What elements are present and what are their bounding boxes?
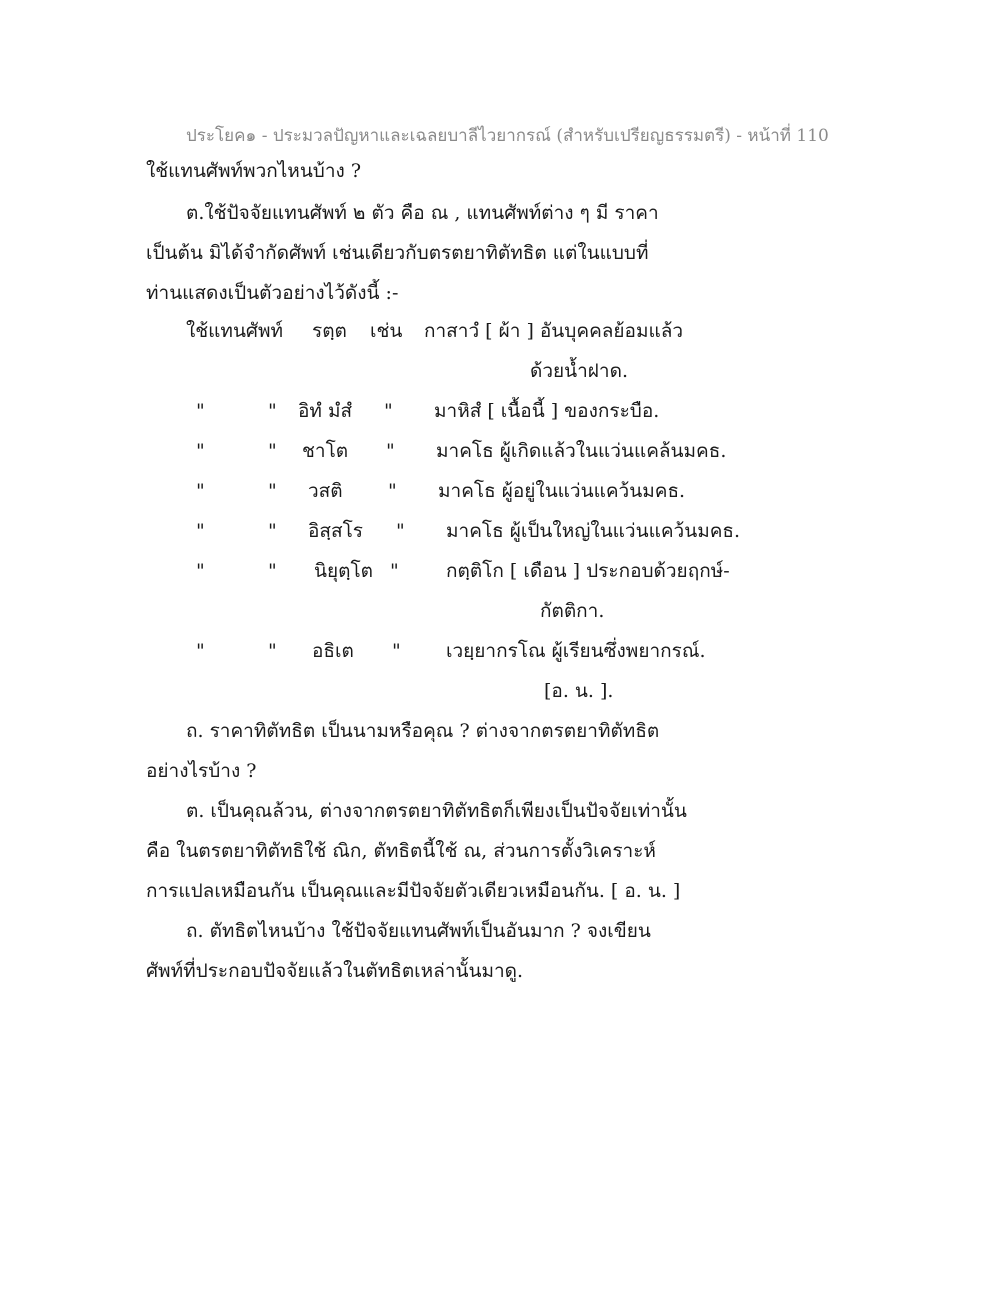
table-row-ditto-a: ": [196, 480, 205, 502]
table-row-example: เวยฺยากรโณ ผู้เรียนซึ่งพยากรณ์.: [446, 640, 706, 662]
table-row1-col3: เช่น: [370, 320, 403, 342]
table-row-ditto-a: ": [196, 440, 205, 462]
table-row-example: มาคโธ ผู้เป็นใหญ่ในแว่นแคว้นมคธ.: [446, 520, 741, 542]
table-row-ditto-b: ": [268, 520, 277, 542]
table-row-term: อิสฺสโร: [308, 520, 364, 542]
table-row-ditto-d: ": [396, 520, 405, 542]
intro-line-1: ใช้แทนศัพท์พวกไหนบ้าง ?: [146, 160, 362, 182]
table-row-ditto-b: ": [268, 560, 277, 582]
table-row-term: อิทํ มํสํ: [298, 400, 353, 422]
intro-line-3: เป็นต้น มิได้จำกัดศัพท์ เช่นเดียวกับตรตยาทิตัทธิต แต่ในแบบที่: [146, 242, 649, 264]
question2-line-2: อย่างไรบ้าง ?: [146, 760, 257, 782]
table-row6-continuation: กัตติกา.: [540, 600, 605, 622]
table-row-term: วสติ: [308, 480, 343, 502]
table-row1-continuation: ด้วยน้ำฝาด.: [530, 360, 628, 382]
table-row-ditto-d: ": [388, 480, 397, 502]
answer2-line-3: การแปลเหมือนกัน เป็นคุณและมีปัจจัยตัวเดียวเหมือนกัน. [ อ. น. ]: [146, 880, 681, 902]
table-row-example: กตฺติโก [ เดือน ] ประกอบด้วยฤกษ์-: [446, 560, 730, 582]
table-row-term: ชาโต: [302, 440, 349, 462]
table-row-term: อธิเต: [312, 640, 354, 662]
table-row-example: มาหิสํ [ เนื้อนี้ ] ของกระบือ.: [434, 400, 660, 422]
table-row-ditto-a: ": [196, 400, 205, 422]
table-row-ditto-d: ": [390, 560, 399, 582]
question3-line-2: ศัพท์ที่ประกอบปัจจัยแล้วในตัทธิตเหล่านั้นมาดู.: [146, 960, 524, 982]
table-row1-col4: กาสาวํ [ ผ้า ] อันบุคคลย้อมแล้ว: [424, 320, 684, 342]
table-row-ditto-b: ": [268, 440, 277, 462]
table-row-ditto-d: ": [386, 440, 395, 462]
table-row-ditto-d: ": [384, 400, 393, 422]
intro-line-2: ต.ใช้ปัจจัยแทนศัพท์ ๒ ตัว คือ ณ , แทนศัพท์ต่าง ๆ มี ราคา: [186, 202, 659, 224]
table-row-ditto-b: ": [268, 640, 277, 662]
table-row-ditto-b: ": [268, 480, 277, 502]
table-row7-continuation: [อ. น. ].: [544, 680, 614, 702]
table-row1-col1: ใช้แทนศัพท์: [186, 320, 284, 342]
answer2-line-2: คือ ในตรตยาทิตัทธิใช้ ณิก, ตัทธิตนี้ใช้ ณ, ส่วนการตั้งวิเคราะห์: [146, 840, 656, 862]
table-row-ditto-a: ": [196, 640, 205, 662]
intro-line-4: ท่านแสดงเป็นตัวอย่างไว้ดังนี้ :-: [146, 282, 399, 304]
question3-line-1: ถ. ตัทธิตไหนบ้าง ใช้ปัจจัยแทนศัพท์เป็นอันมาก ? จงเขียน: [186, 920, 651, 942]
table-row-term: นิยุตฺโต: [314, 560, 374, 582]
answer2-line-1: ต. เป็นคุณล้วน, ต่างจากตรตยาทิตัทธิตก็เพียงเป็นปัจจัยเท่านั้น: [186, 800, 687, 822]
table-row-ditto-a: ": [196, 520, 205, 542]
table-row-example: มาคโธ ผู้เกิดแล้วในแว่นแคล้นมคธ.: [436, 440, 727, 462]
table-row-ditto-a: ": [196, 560, 205, 582]
table-row1-col2: รตฺต: [312, 320, 347, 342]
table-row-ditto-b: ": [268, 400, 277, 422]
page-header: ประโยค๑ - ประมวลปัญหาและเฉลยบาลีไวยากรณ์ (สำหรับเปรียญธรรมตรี) - หน้าที่ 110: [186, 126, 829, 146]
table-row-example: มาคโธ ผู้อยู่ในแว่นแคว้นมคธ.: [438, 480, 686, 502]
table-row-ditto-d: ": [392, 640, 401, 662]
question2-line-1: ถ. ราคาทิตัทธิต เป็นนามหรือคุณ ? ต่างจากตรตยาทิตัทธิต: [186, 720, 660, 742]
